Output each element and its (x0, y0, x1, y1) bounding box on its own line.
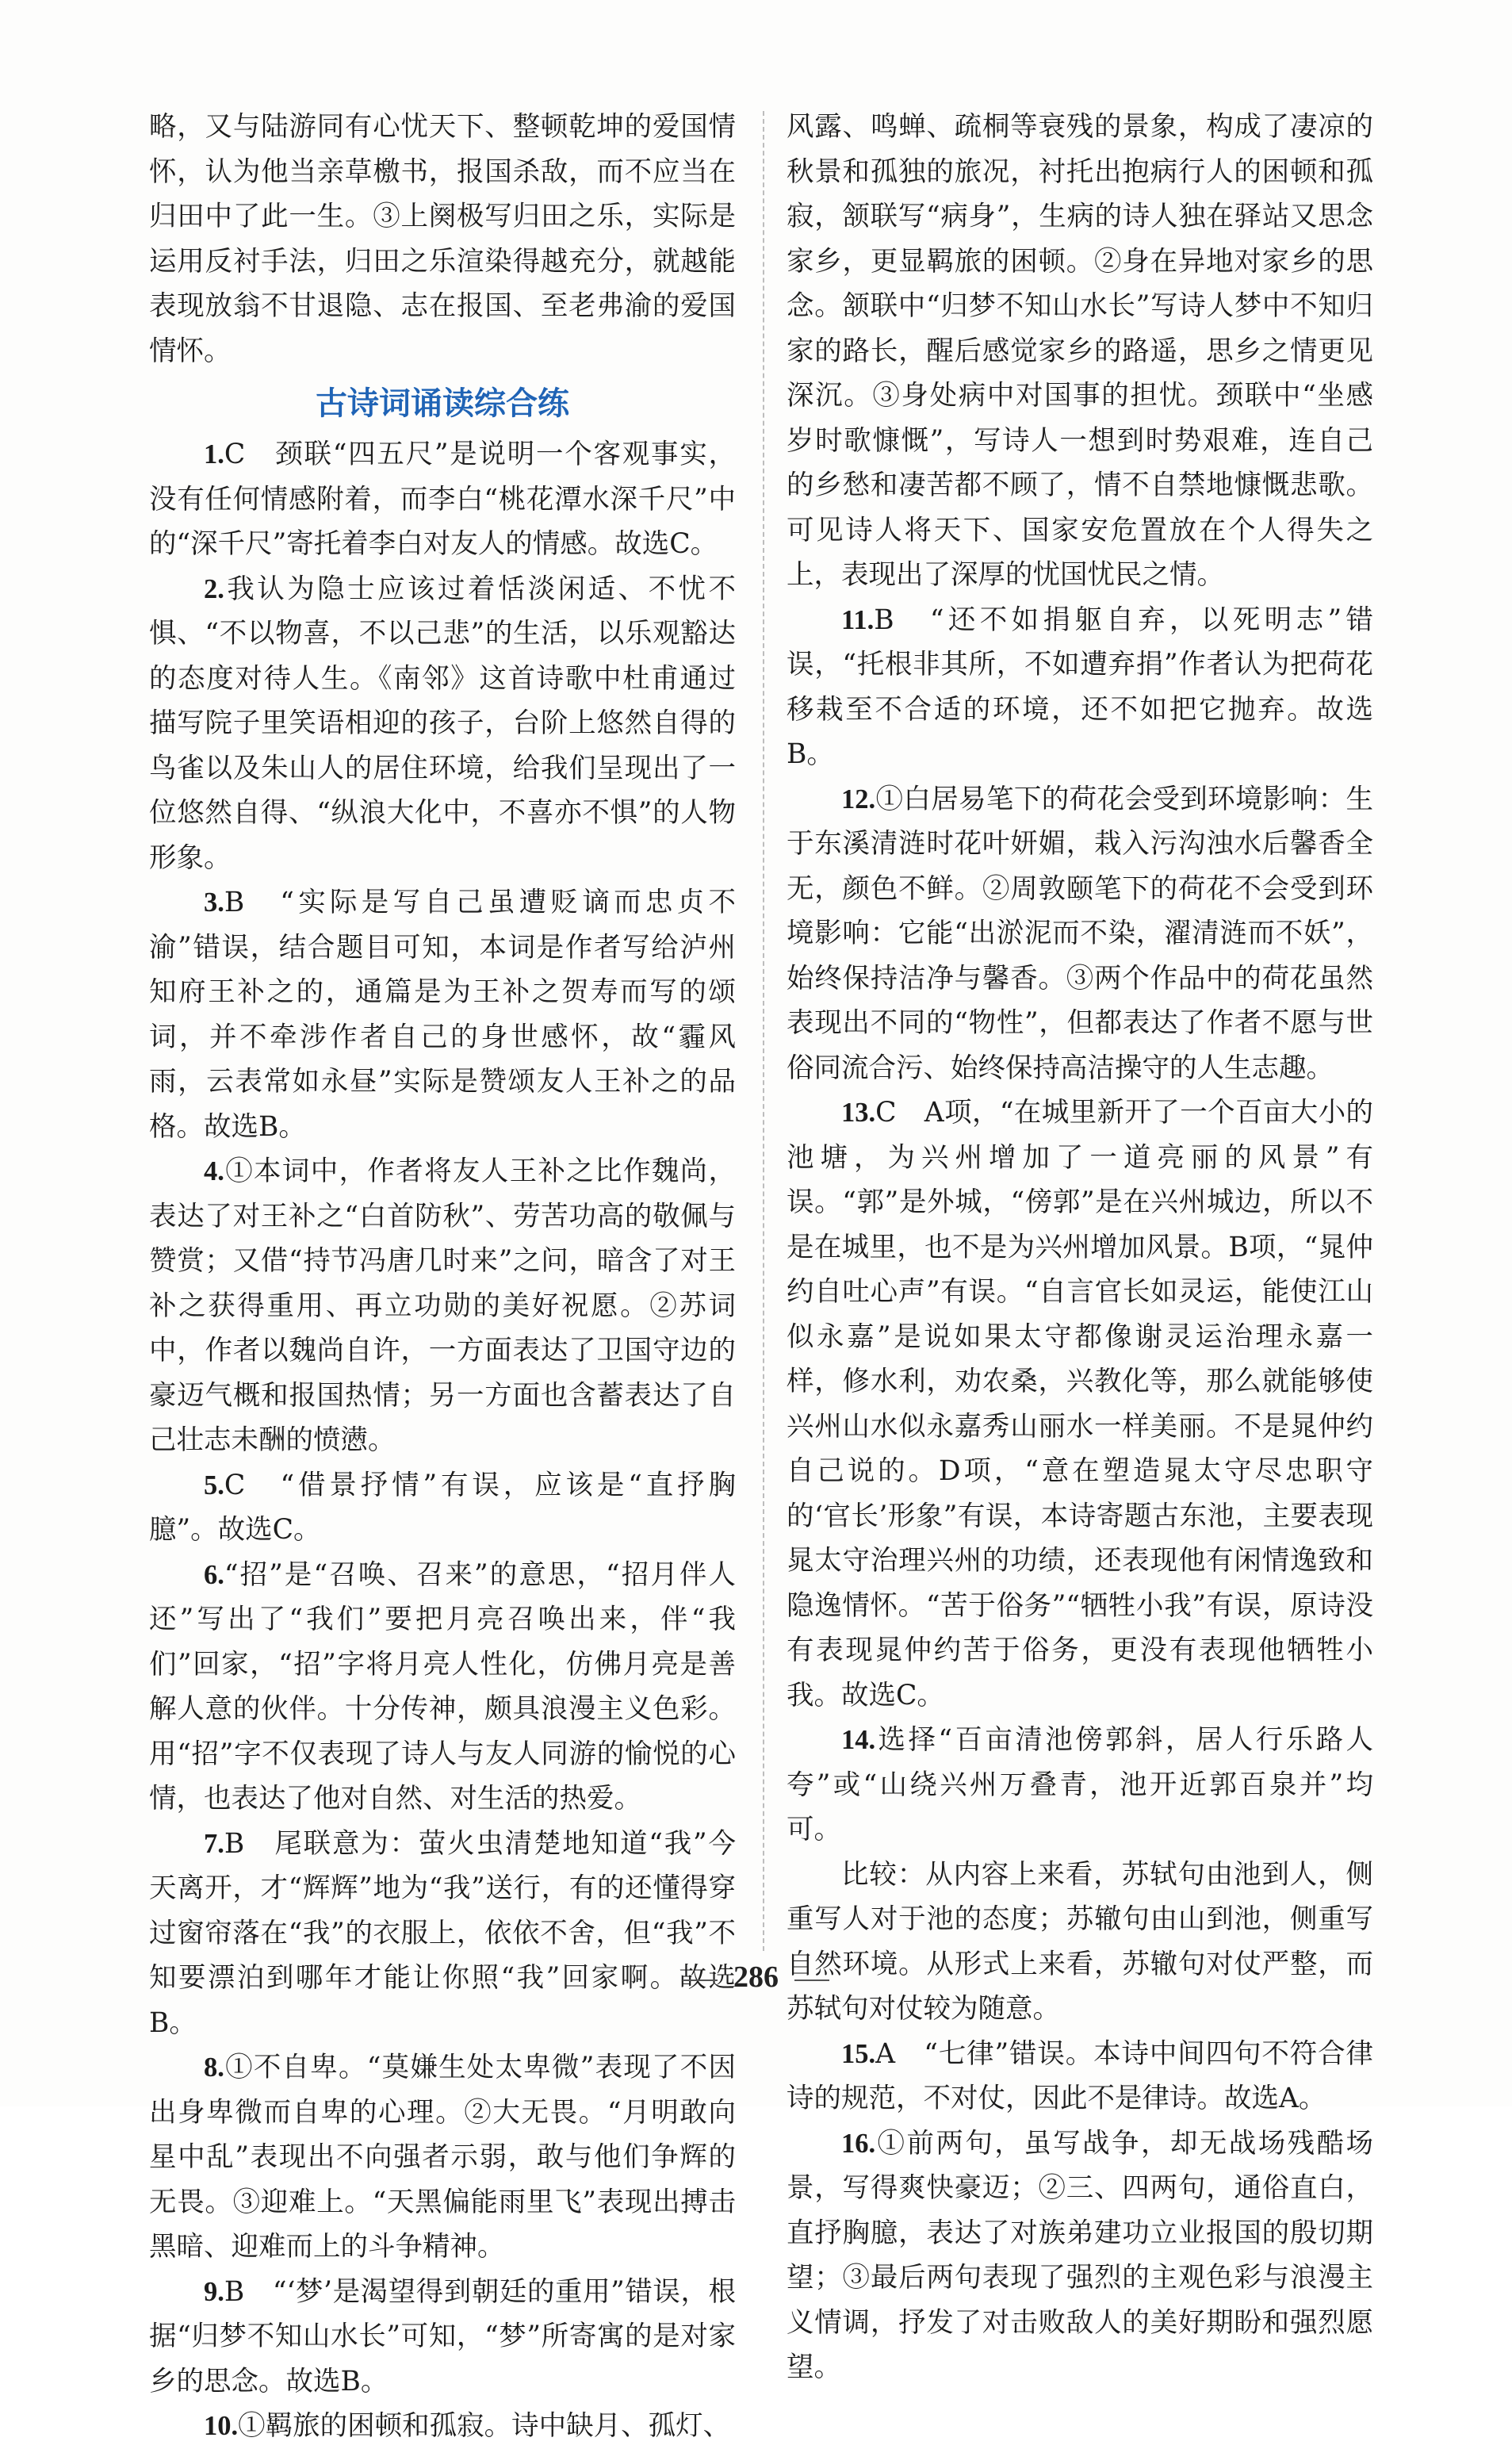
answer-item (149, 2404, 736, 2449)
item-number: 7. (204, 1828, 224, 1859)
item-text: B “‘梦’是渴望得到朝廷的重用”错误，根据“归梦不知山水长”可知，“梦”所寄寓的是对家乡的思念。故选B。 (149, 2275, 736, 2397)
item-number: 5. (204, 1470, 224, 1500)
item-number: 6. (204, 1559, 224, 1590)
item-text: “招”是“召唤、召来”的意思，“招月伴人还”写出了“我们”要把月亮召唤出来，伴“我们”回家，“招”字将月亮人性化，仿佛月亮是善解人意的伙伴。十分传神，颇具浪漫主义色彩。用“招”字不仅表现了诗人与友人同游的愉悦的心情，也表达了他对自然、对生活的热爱。 (149, 1558, 736, 1815)
answer-item (149, 880, 736, 1149)
page-number: 286 (733, 1960, 779, 1994)
column-divider (763, 111, 764, 1951)
answer-item (149, 1149, 736, 1463)
footer-dash-left (683, 1980, 718, 1981)
item-number: 9. (204, 2276, 224, 2307)
item-text: 比较：从内容上来看，苏轼句由池到人，侧重写人对于池的态度；苏辙句由山到池，侧重写自然环境。从形式上来看，苏辙句对仗严整，而苏轼句对仗较为随意。 (787, 1858, 1373, 2025)
answer-item-comparison (787, 1853, 1373, 2032)
answer-item (149, 1822, 736, 2046)
item-text: ①白居易笔下的荷花会受到环境影响：生于东溪清涟时花叶妍媚，栽入污沟浊水后馨香全无，颜色不鲜。②周敦颐笔下的荷花不会受到环境影响：它能“出淤泥而不染，濯清涟而不妖”，始终保持洁净与馨香。③两个作品中的荷花虽然表现出不同的“物性”，但都表达了作者不愿与世俗同流合污、始终保持高洁操守的人生志趣。 (787, 783, 1373, 1084)
item-text: B 尾联意为：萤火虫清楚地知道“我”今天离开，才“辉辉”地为“我”送行，有的还懂得穿过窗帘落在“我”的衣服上，依依不舍，但“我”不知要漂泊到哪年才能让你照“我”回家啊。故选B。 (149, 1827, 736, 2039)
item-text: C 颈联“四五尺”是说明一个客观事实，没有任何情感附着，而李白“桃花潭水深千尺”中的“深千尺”寄托着李白对友人的情感。故选C。 (149, 439, 736, 560)
item-number: 2. (204, 573, 224, 604)
item-text: C “借景抒情”有误，应该是“直抒胸臆”。故选C。 (149, 1469, 736, 1546)
item-text: ①前两句，虽写战争，却无战场残酷场景，写得爽快豪迈；②三、四两句，通俗直白，直抒胸臆，表达了对族弟建功立业报国的殷切期望；③最后两句表现了强烈的主观色彩与浪漫主义情调，抒发了对击败敌人的美好期盼和强烈愿望。 (787, 2127, 1373, 2383)
item-text: ①本词中，作者将友人王补之比作魏尚，表达了对王补之“白首防秋”、劳苦功高的敬佩与赞赏；又借“持节冯唐几时来”之问，暗含了对王补之获得重用、再立功勋的美好祝愿。②苏词中，作者以魏尚自许，一方面表达了卫国守边的豪迈气概和报国热情；另一方面也含蓄表达了自己壮志未酬的愤懑。 (149, 1156, 736, 1456)
item-number: 12. (841, 784, 876, 814)
item-text: A “七律”错误。本诗中间四句不符合律诗的规范，不对仗，因此不是律诗。故选A。 (787, 2037, 1373, 2114)
answer-item (787, 2032, 1373, 2121)
item-text: C A项，“在城里新开了一个百亩大小的池塘，为兴州增加了一道亮丽的风景”有误。“郭”是外城，“傍郭”是在兴州城边，所以不是在城里，也不是为兴州增加风景。B项，“晁仲约自吐心声”有误。“自言官长如灵运，能使江山似永嘉”是说如果太守都像谢灵运治理永嘉一样，修水利，劝农桑，兴教化等，那么就能够使兴州山水似永嘉秀山丽水一样美丽。不是晁仲约自己说的。D项，“意在塑造晁太守尽忠职守的‘官长’形象”有误，本诗寄题古东池，主要表现晁太守治理兴州的功绩，还表现他有闲情逸致和隐逸情怀。“苦于俗务”“牺牲小我”有误，原诗没有表现晁仲约苦于俗务，更没有表现他牺牲小我。故选C。 (787, 1097, 1373, 1711)
item-number: 11. (841, 604, 875, 635)
right-column (787, 105, 1373, 2390)
answer-item (149, 1553, 736, 1822)
answer-item (787, 1090, 1373, 1718)
item-text: B “还不如捐躯自弃，以死明志”错误，“托根非其所，不如遭弃捐”作者认为把荷花移栽至不合适的环境，还不如把它抛弃。故选B。 (787, 604, 1373, 770)
item-number: 8. (204, 2052, 224, 2083)
item-number: 10. (204, 2411, 239, 2441)
answer-item (149, 2045, 736, 2270)
item-text: 我认为隐士应该过着恬淡闲适、不忧不惧、“不以物喜，不以己悲”的生活，以乐观豁达的态度对待人生。《南邻》这首诗歌中杜甫通过描写院子里笑语相迎的孩子，台阶上悠然自得的鸟雀以及朱山人的居住环境，给我们呈现出了一位悠然自得、“纵浪大化中，不喜亦不惧”的人物形象。 (149, 573, 736, 874)
item-number: 13. (841, 1098, 876, 1128)
item-text: ①不自卑。“莫嫌生处太卑微”表现了不因出身卑微而自卑的心理。②大无畏。“月明敢向星中乱”表现出不向强者示弱，敢与他们争辉的无畏。③迎难上。“天黑偏能雨里飞”表现出搏击黑暗、迎难而上的斗争精神。 (149, 2052, 736, 2263)
answer-item (149, 432, 736, 567)
answer-item (787, 2121, 1373, 2390)
left-column (149, 105, 736, 2449)
item-number: 1. (204, 439, 224, 469)
answer-item (149, 2270, 736, 2405)
page-footer (0, 1957, 1512, 1997)
section-title: 古诗词诵读综合练 (316, 385, 569, 422)
item-number: 16. (841, 2128, 876, 2159)
intro-paragraph: 略，又与陆游同有心忧天下、整顿乾坤的爱国情怀，认为他当亲草檄书，报国杀敌，而不应当在归田中了此一生。③上阕极写归田之乐，实际是运用反衬手法，归田之乐渲染得越充分，就越能表现放翁不甘退隐、志在报国、至老弗渝的爱国情怀。 (149, 111, 736, 367)
item-number: 15. (841, 2038, 876, 2069)
answer-item (149, 567, 736, 881)
item-number: 4. (204, 1156, 224, 1186)
answer-item (787, 777, 1373, 1091)
item-number: 3. (204, 887, 224, 918)
continuation-paragraph: 风露、鸣蝉、疏桐等衰残的景象，构成了凄凉的秋景和孤独的旅况，衬托出抱病行人的困顿和孤寂，颔联写“病身”，生病的诗人独在驿站又思念家乡，更显羁旅的困顿。②身在异地对家乡的思念。颔联中“归梦不知山水长”写诗人梦中不知归家的路长，醒后感觉家乡的路遥，思乡之情更见深沉。③身处病中对国事的担忧。颈联中“坐感岁时歌慷慨”，写诗人一想到时势艰难，连自己的乡愁和凄苦都不顾了，情不自禁地慷慨悲歌。可见诗人将天下、国家安危置放在个人得失之上，表现出了深厚的忧国忧民之情。 (787, 111, 1373, 591)
item-text: ①羁旅的困顿和孤寂。诗中缺月、孤灯、 (238, 2410, 731, 2442)
item-number: 14. (841, 1725, 876, 1755)
answer-item (787, 598, 1373, 777)
footer-dash-right (794, 1980, 829, 1981)
answer-item (787, 1718, 1373, 1853)
answer-item (149, 1463, 736, 1553)
item-text: 选择“百亩清池傍郭斜，居人行乐路人夸”或“山绕兴州万叠青，池开近郭百泉并”均可。 (787, 1724, 1373, 1845)
item-text: B “实际是写自己虽遭贬谪而忠贞不渝”错误，结合题目可知，本词是作者写给泸州知府王补之的，通篇是为王补之贺寿而写的颂词，并不牵涉作者自己的身世感怀，故“霾风雨，云表常如永昼”实际是赞颂友人王补之的品格。故选B。 (149, 887, 736, 1143)
